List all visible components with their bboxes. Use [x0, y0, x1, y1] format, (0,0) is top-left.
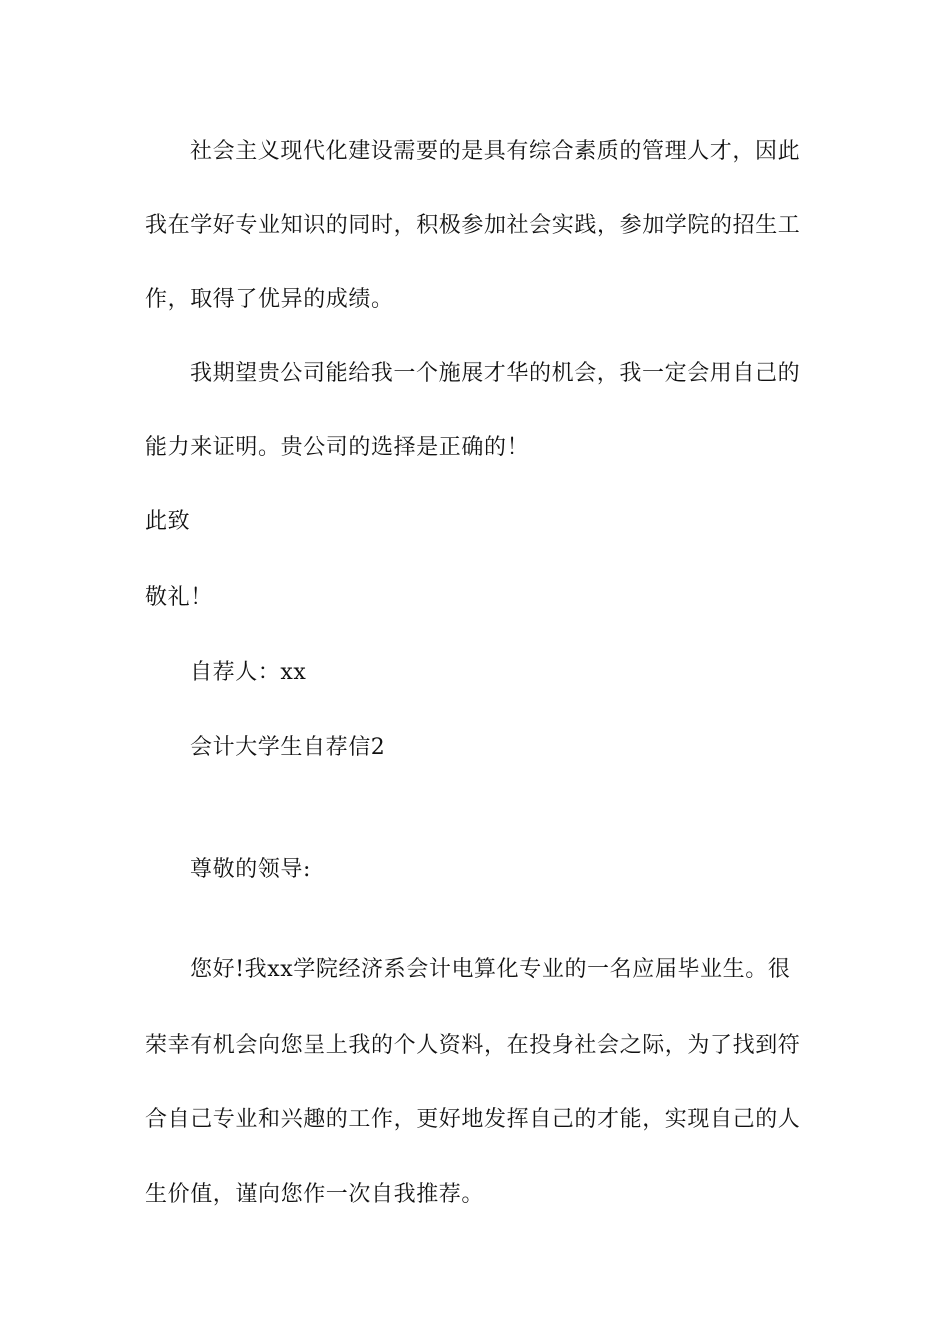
- paragraph-2-line-1: 我期望贵公司能给我一个施展才华的机会，我一定会用自己的: [190, 361, 801, 386]
- paragraph-2-line-2: 能力来证明。贵公司的选择是正确的！: [145, 435, 530, 460]
- paragraph-1-line-3: 作，取得了优异的成绩。: [145, 287, 394, 312]
- paragraph-3-line-2: 荣幸有机会向您呈上我的个人资料，在投身社会之际，为了找到符: [145, 1033, 801, 1058]
- section-title: 会计大学生自荐信2: [190, 735, 386, 760]
- paragraph-1-line-2: 我在学好专业知识的同时，积极参加社会实践，参加学院的招生工: [145, 213, 801, 238]
- paragraph-3-line-4: 生价值，谨向您作一次自我推荐。: [145, 1182, 485, 1207]
- closing-regards: 敬礼！: [145, 585, 213, 610]
- paragraph-3-line-3: 合自己专业和兴趣的工作，更好地发挥自己的才能，实现自己的人: [145, 1107, 801, 1132]
- paragraph-1-line-1: 社会主义现代化建设需要的是具有综合素质的管理人才，因此: [190, 139, 801, 164]
- paragraph-3-line-1: 您好!我xx学院经济系会计电算化专业的一名应届毕业生。很: [190, 957, 791, 982]
- greeting: 尊敬的领导:: [190, 857, 312, 882]
- signature: 自荐人：xx: [190, 660, 307, 685]
- closing-salutation: 此致: [145, 509, 191, 534]
